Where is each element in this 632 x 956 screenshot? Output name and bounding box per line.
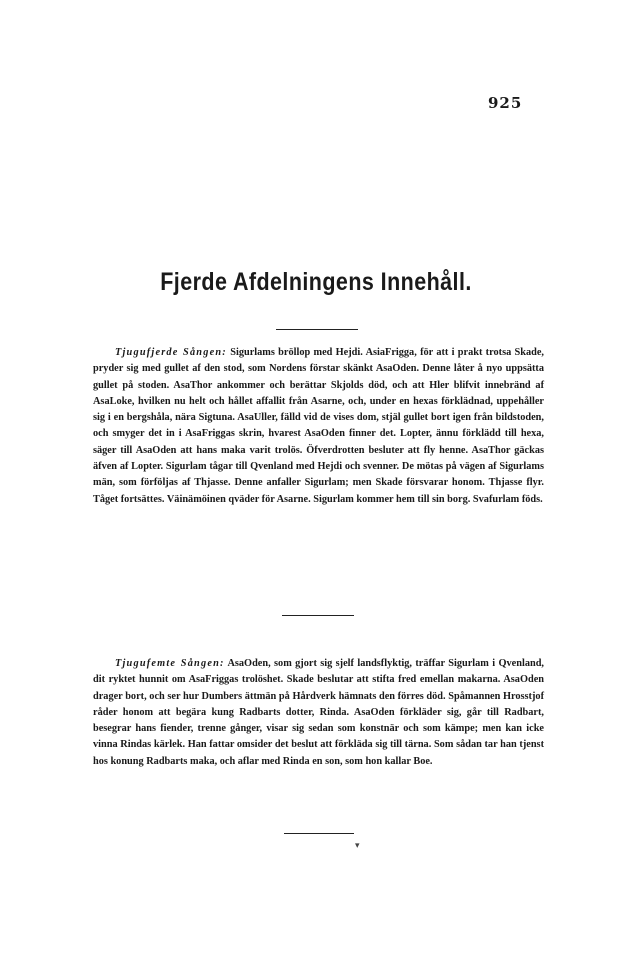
section-paragraph: [93, 345, 544, 508]
section-text: Sigurlams bröllop med Hejdi. AsiaFrigga, för att i prakt trotsa Skade, pryder sig med gullet af den stod, som Nordens förstar skänkt AsaOden. Denne låter å nyo uppsätta gullet på stoden. AsaThor ankommer och berättar Skjolds död, och att Hler blifvit innebränd af AsaLoke, hvilken nu helt och hållet affallit från Asarne, och, under en hexas förklädnad, uppehåller sig i en bergshåla, nära Sigtuna. AsaUller, fälld vid de vises dom, stjäl gullet bort igen från bildstoden, och smyger det in i AsaFriggas skrin, hvarest AsaOden finner det. Lopter, ännu förklädd till hexa, säger till AsaOden att hans maka varit trolös. Öfverdrotten besluter att fly henne. AsaThor gäckas äfven af Lopter. Sigurlam tågar till Qvenland med Hejdi och svenner. De mötas på vägen af Sigurlams män, som förföljas af Thjasse. Denne anfaller Sigurlam; men Skade försvarar honom. Thjasse flyr. Tåget fortsättes. Väinämöinen qväder för Asarne. Sigurlam kommer hem till sin borg. Svafurlam föds.: [93, 347, 545, 505]
section-paragraph: [93, 656, 544, 770]
section-lead: Tjugufemte Sången:: [115, 658, 225, 669]
divider-rule: [284, 833, 354, 834]
page-number: 925: [488, 94, 523, 112]
divider-rule: [276, 329, 358, 330]
section-lead: Tjugufjerde Sången:: [115, 347, 227, 358]
divider-rule: [282, 615, 354, 616]
print-speck: ▾: [355, 841, 360, 851]
page-title: Fjerde Afdelningens Innehåll.: [160, 268, 472, 296]
section-text: AsaOden, som gjort sig sjelf landsflyktig, träffar Sigurlam i Qvenland, dit ryktet hunnit om AsaFriggas trolöshet. Skade beslutar att stifta fred emellan makarna. AsaOden drager bort, och ser hur Dumbers ättmän på Hårdverk hämnats den förres död. Spåmannen Hrosstjof råder honom att begära kung Radbarts dotter, Rinda. AsaOden förkläder sig, går till Radbart, besegrar hans fiender, trenne gånger, visar sig sedan som konstnär och som kämpe; men kan icke vinna Rindas kärlek. Han fattar omsider det beslut att förkläda sig till tärna. Som sådan tar han tjenst hos konung Radbarts maka, och aflar med Rinda en son, som hon kallar Boe.: [93, 658, 544, 767]
